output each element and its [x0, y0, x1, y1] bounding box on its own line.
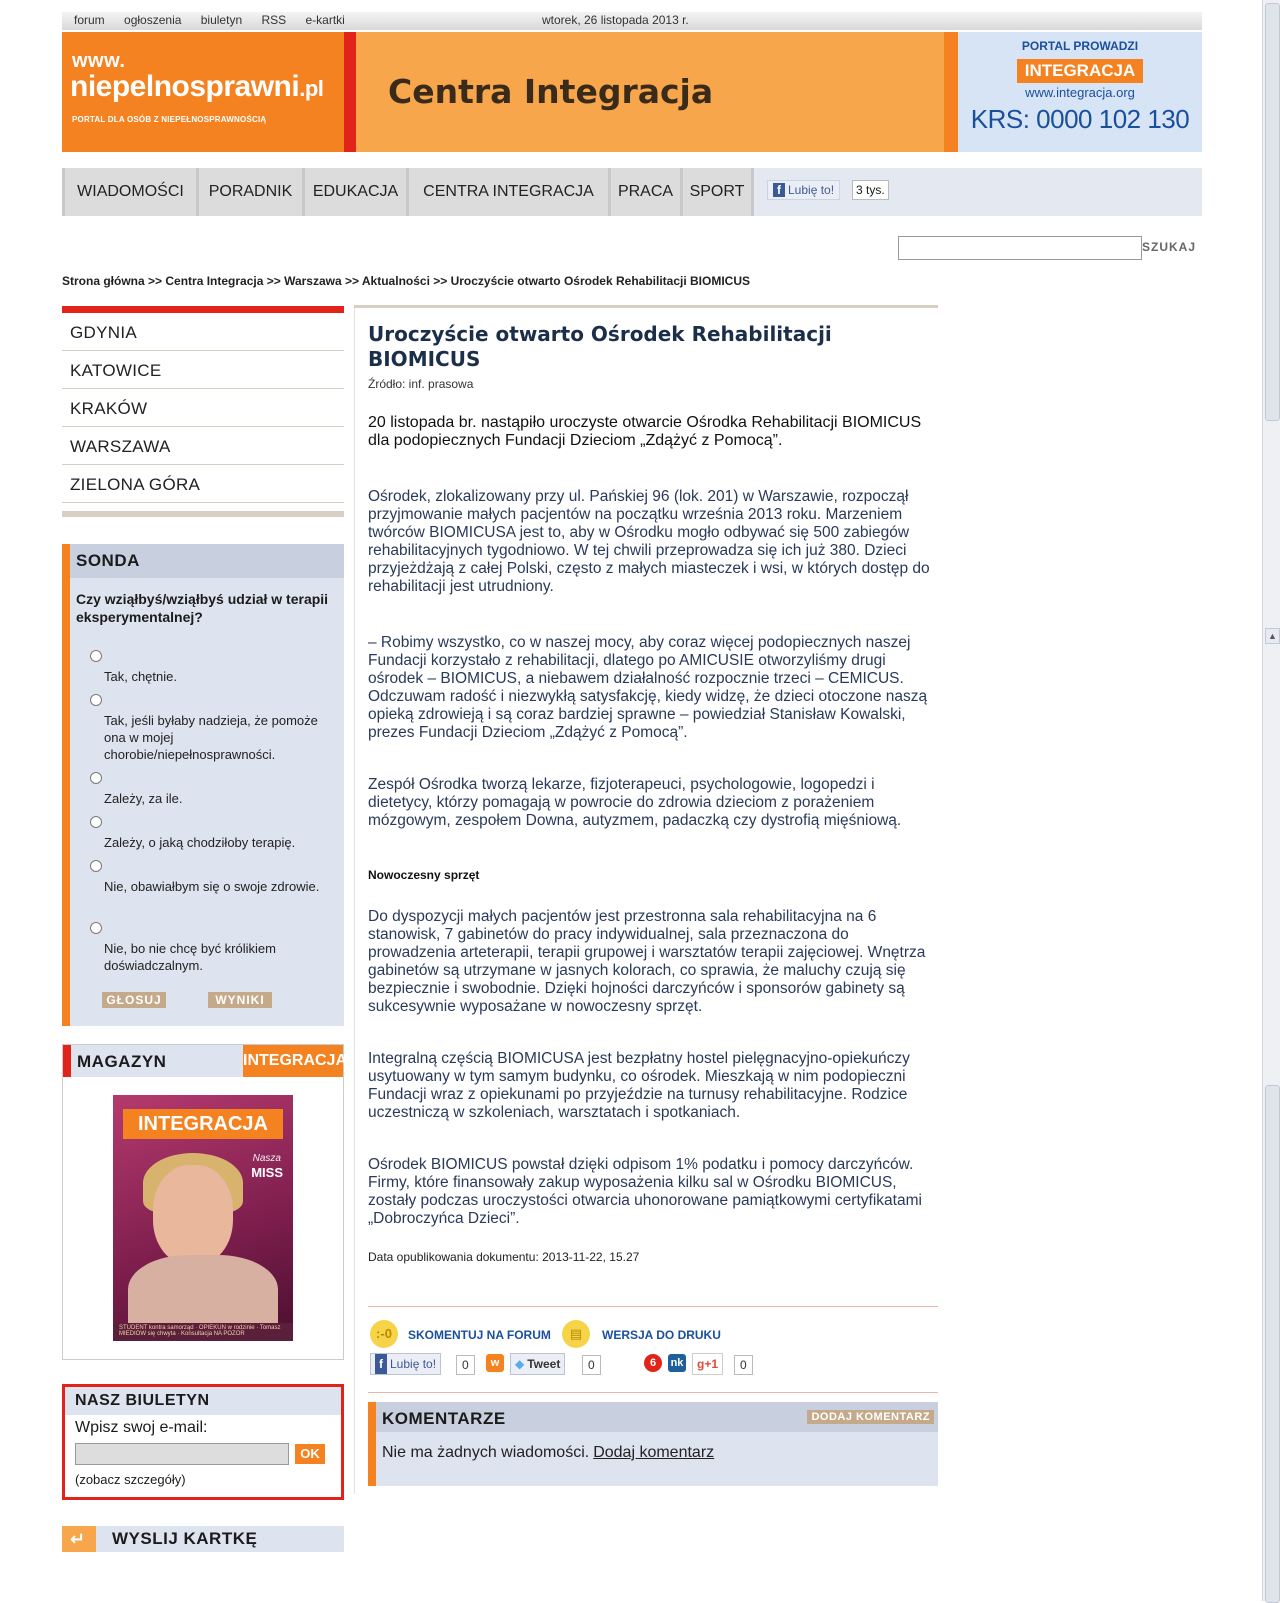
- comments-title: KOMENTARZE: [382, 1409, 506, 1428]
- radio-button[interactable]: [90, 650, 102, 662]
- print-icon[interactable]: ▤: [562, 1320, 590, 1348]
- poll-option[interactable]: [90, 922, 340, 974]
- top-link-ogloszenia[interactable]: ogłoszenia: [124, 13, 182, 27]
- poll-question: Czy wziąłbyś/wziąłbyś udział w terapii eksperymentalnej?: [76, 591, 329, 625]
- facebook-like-button[interactable]: f Lubię to!: [767, 180, 840, 200]
- newsletter-details-link[interactable]: (zobacz szczegóły): [75, 1472, 186, 1487]
- nav-item-sport[interactable]: SPORT: [680, 168, 754, 216]
- search-button[interactable]: SZUKAJ: [1142, 240, 1197, 254]
- tools-separator: [368, 1306, 938, 1307]
- city-list-bottom-bar: [62, 511, 344, 517]
- article-paragraph: Integralną częścią BIOMICUSA jest bezpłatny hostel pielęgnacyjno-opiekuńczy usytuowany w tym samym budynku, co ośrodek. Mieszkają w nim podopieczni Fundacji wraz z opiekunami po przyjeździe na turnusy rehabilitacyjne. Rodzice uczestniczą w szkoleniach, warsztatach i spotkaniach.: [368, 1050, 910, 1121]
- vote-button[interactable]: GŁOSUJ: [102, 992, 166, 1008]
- magazine-logo: INTEGRACJA: [243, 1045, 343, 1077]
- article-lead: 20 listopada br. nastąpiło uroczyste otwarcie Ośrodka Rehabilitacji BIOMICUS dla podopiecznych Fundacji Dzieciom „Zdążyć z Pomocą”.: [368, 414, 922, 449]
- city-list: [62, 306, 344, 517]
- city-item-katowice[interactable]: KATOWICE: [62, 353, 344, 389]
- poll-option-label: Nie, bo nie chcę być królikiem doświadczalnym.: [104, 941, 276, 973]
- radio-button[interactable]: [90, 772, 102, 784]
- article-paragraph: Zespół Ośrodka tworzą lekarze, fizjoterapeuci, psychologowie, logopedzi i dietetycy, którzy pomagają w powrocie do zdrowia dzieciom z porażeniem mózgowym, zespołem Downa, autyzmem, padaczką czy dystrofią mięśniową.: [368, 776, 902, 829]
- cover-title: INTEGRACJA: [123, 1109, 283, 1139]
- city-item-zielona-gora[interactable]: ZIELONA GÓRA: [62, 467, 344, 503]
- facebook-icon: f: [773, 183, 785, 197]
- newsletter-title: NASZ BIULETYN: [65, 1387, 341, 1415]
- magazine-cover[interactable]: [113, 1095, 293, 1341]
- radio-button[interactable]: [90, 694, 102, 706]
- scrollbar-thumb[interactable]: [1265, 3, 1280, 421]
- scrollbar-thumb[interactable]: [1265, 1085, 1280, 1603]
- portal-url: www.integracja.org: [1025, 85, 1135, 100]
- top-link-ekartki[interactable]: e-kartki: [305, 13, 345, 27]
- logo-brand: niepelnosprawni.pl: [70, 70, 324, 103]
- article-paragraph: Ośrodek, zlokalizowany przy ul. Pańskiej 96 (lok. 201) w Warszawie, rozpoczął przyjmowanie małych pacjentów na początku września 2013 roku. Marzeniem twórców BIOMICUSA jest to, aby w Ośrodku mogło odbywać się 500 zabiegów rehabilitacyjnych tygodniowo. W tej chwili przeprowadza się ich już 380. Dzieci przyjeżdżają z całej Polski, często z małych miasteczek i wsi, w których dostęp do rehabilitacji jest utrudniony.: [368, 488, 930, 595]
- tweet-button[interactable]: ◆ Tweet: [510, 1353, 565, 1375]
- radio-button[interactable]: [90, 922, 102, 934]
- city-item-krakow[interactable]: KRAKÓW: [62, 391, 344, 427]
- poll-option[interactable]: [90, 860, 340, 895]
- comment-icon[interactable]: :-0: [370, 1320, 398, 1348]
- newsletter-ok-button[interactable]: OK: [295, 1444, 325, 1464]
- article-top-border: [354, 305, 938, 308]
- arrow-icon: ↵: [62, 1526, 96, 1552]
- social-share-bar: [370, 1353, 930, 1379]
- poll-option-label: Zależy, za ile.: [104, 791, 183, 806]
- magazine-header: [63, 1045, 348, 1077]
- portal-operator-box[interactable]: [958, 32, 1202, 152]
- gplus-icon: g: [697, 1357, 705, 1371]
- cover-footer: STUDENT kontra samorząd · OPIEKUN w rodzinie · Tomasz MIEDIOW się chwyta · Konsultacja NA POZOR: [113, 1323, 293, 1341]
- article-tools: [370, 1320, 930, 1350]
- search-input[interactable]: [898, 236, 1142, 260]
- comments-header: [376, 1402, 938, 1432]
- top-link-forum[interactable]: forum: [74, 13, 105, 27]
- city-item-warszawa[interactable]: WARSZAWA: [62, 429, 344, 465]
- newsletter-box: [62, 1384, 344, 1500]
- city-item-gdynia[interactable]: GDYNIA: [62, 315, 344, 351]
- twitter-bird-icon: ◆: [515, 1357, 525, 1371]
- poll-option[interactable]: [90, 816, 340, 851]
- article-subheading: Nowoczesny sprzęt: [368, 868, 480, 882]
- magazine-title: MAGAZYN: [77, 1052, 167, 1071]
- facebook-icon: f: [375, 1354, 387, 1374]
- gplus-count: 0: [734, 1355, 753, 1375]
- window-scrollbar[interactable]: [1262, 0, 1280, 1601]
- send-card-box[interactable]: [62, 1526, 344, 1552]
- logo-tagline: PORTAL DLA OSÓB Z NIEPEŁNOSPRAWNOŚCIĄ: [72, 115, 267, 124]
- print-version-link[interactable]: WERSJA DO DRUKU: [602, 1328, 721, 1342]
- top-utility-bar: [62, 12, 1202, 30]
- nav-item-centra-integracja[interactable]: CENTRA INTEGRACJA: [406, 168, 608, 216]
- scroll-up-arrow-icon[interactable]: ▲: [1265, 628, 1280, 644]
- comments-separator: [368, 1392, 938, 1393]
- magazine-box: [62, 1044, 348, 1360]
- top-link-biuletyn[interactable]: biuletyn: [200, 13, 243, 27]
- portal-lead: PORTAL PROWADZI: [1021, 39, 1139, 53]
- logo-www: www.: [72, 50, 126, 72]
- cover-headline-1: Nasza: [252, 1153, 281, 1164]
- city-list-top-bar: [62, 306, 344, 313]
- facebook-share-button[interactable]: f Lubię to!: [370, 1353, 441, 1375]
- add-comment-button[interactable]: DODAJ KOMENTARZ: [807, 1410, 934, 1424]
- blip-icon[interactable]: 6: [644, 1354, 662, 1372]
- comment-forum-link[interactable]: SKOMENTUJ NA FORUM: [408, 1328, 551, 1342]
- poll-option-label: Nie, obawiałbym się o swoje zdrowie.: [104, 879, 320, 894]
- site-logo[interactable]: [62, 32, 356, 152]
- newsletter-email-input[interactable]: [75, 1443, 289, 1465]
- nav-item-edukacja[interactable]: EDUKACJA: [302, 168, 406, 216]
- nav-item-wiadomosci[interactable]: WIADOMOŚCI: [62, 168, 196, 216]
- wykop-icon[interactable]: w: [486, 1354, 504, 1372]
- section-banner: [356, 32, 956, 152]
- main-nav: [62, 168, 1202, 216]
- article-title: Uroczyście otwarto Ośrodek Rehabilitacji BIOMICUS: [368, 322, 832, 371]
- article-paragraph: Do dyspozycji małych pacjentów jest przestronna sala rehabilitacyjna na 6 stanowisk, 7 gabinetów do pracy indywidualnej, sala przeznaczona do prowadzenia arteterapii, terapii grupowej i warsztatów terapii zajęciowej. Wnętrza gabinetów są utrzymane w jasnych kolorach, co sprawia, że maluchy czują się bezpiecznie i swobodnie. Dzięki hojności darczyńców i sponsorów gabinety są sukcesywnie wyposażane w nowoczesny sprzęt.: [368, 908, 926, 1015]
- article-left-border: [354, 308, 355, 1494]
- nk-icon[interactable]: nk: [668, 1354, 686, 1372]
- publish-date: Data opublikowania dokumentu: 2013-11-22, 15.27: [368, 1250, 640, 1264]
- radio-button[interactable]: [90, 816, 102, 828]
- poll-option[interactable]: [90, 650, 340, 685]
- tweet-count: 0: [582, 1355, 601, 1375]
- breadcrumb[interactable]: Strona główna >> Centra Integracja >> Warszawa >> Aktualności >> Uroczyście otwarto Ośrodek Rehabilitacji BIOMICUS: [62, 274, 750, 288]
- article-paragraph: – Robimy wszystko, co w naszej mocy, aby coraz więcej podopiecznych naszej Fundacji korzystało z rehabilitacji, dlatego po AMICUSIE otworzyliśmy drugi ośrodek – BIOMICUS, a niebawem działalność rozpocznie trzeci – CEMICUS. Odczuwam radość i niezwykłą satysfakcję, kiedy widzę, że dzieci otoczone naszą opieką zdrowieją i są coraz bardziej sprawne – powiedział Stanisław Kowalski, prezes Fundacji Dzieciom „Zdążyć z Pomocą”.: [368, 634, 928, 741]
- poll-option[interactable]: [90, 772, 340, 807]
- poll-option-label: Tak, jeśli byłaby nadzieja, że pomoże ona w mojej chorobie/niepełnosprawności.: [104, 713, 318, 762]
- facebook-share-count: 0: [456, 1355, 475, 1375]
- current-date: wtorek, 26 listopada 2013 r.: [542, 13, 689, 27]
- nav-item-praca[interactable]: PRACA: [608, 168, 680, 216]
- article-source: Źródło: inf. prasowa: [368, 377, 474, 391]
- nav-item-poradnik[interactable]: PORADNIK: [196, 168, 302, 216]
- header-red-stripe: [344, 32, 356, 152]
- results-button[interactable]: WYNIKI: [208, 992, 272, 1008]
- newsletter-label: Wpisz swoj e-mail:: [75, 1419, 208, 1436]
- section-title: Centra Integracja: [388, 72, 714, 111]
- top-link-rss[interactable]: RSS: [261, 13, 287, 27]
- poll-option[interactable]: [90, 694, 340, 763]
- top-links: [74, 13, 361, 27]
- comments-box: [368, 1402, 938, 1486]
- krs-number: KRS: 0000 102 130: [970, 104, 1190, 134]
- poll-option-label: Zależy, o jaką chodziłoby terapię.: [104, 835, 296, 850]
- cover-face: [153, 1165, 233, 1265]
- cover-headline-2: MISS: [251, 1165, 283, 1180]
- comments-empty-message: Nie ma żadnych wiadomości. Dodaj komentarz: [382, 1444, 715, 1461]
- integracja-logo: INTEGRACJA: [1017, 59, 1144, 83]
- add-comment-link[interactable]: Dodaj komentarz: [593, 1444, 715, 1461]
- article-paragraph: Ośrodek BIOMICUS powstał dzięki odpisom 1% podatku i pomocy darczyńców. Firmy, które finansowały zakup wyposażenia kilku sal w Ośrodku BIOMICUS, zostały podczas uroczystości otwarcia uhonorowane pamiątkowymi certyfikatami „Dobroczyńca Dzieci”.: [368, 1156, 922, 1227]
- header-orange-stripe: [944, 32, 958, 152]
- facebook-like-count: 3 tys.: [852, 180, 889, 200]
- send-card-title: WYSLIJ KARTKĘ: [112, 1529, 258, 1548]
- radio-button[interactable]: [90, 860, 102, 872]
- poll-option-label: Tak, chętnie.: [104, 669, 177, 684]
- poll-title: SONDA: [70, 544, 344, 578]
- poll-box: [62, 544, 344, 1026]
- gplus-button[interactable]: g+1: [692, 1353, 723, 1375]
